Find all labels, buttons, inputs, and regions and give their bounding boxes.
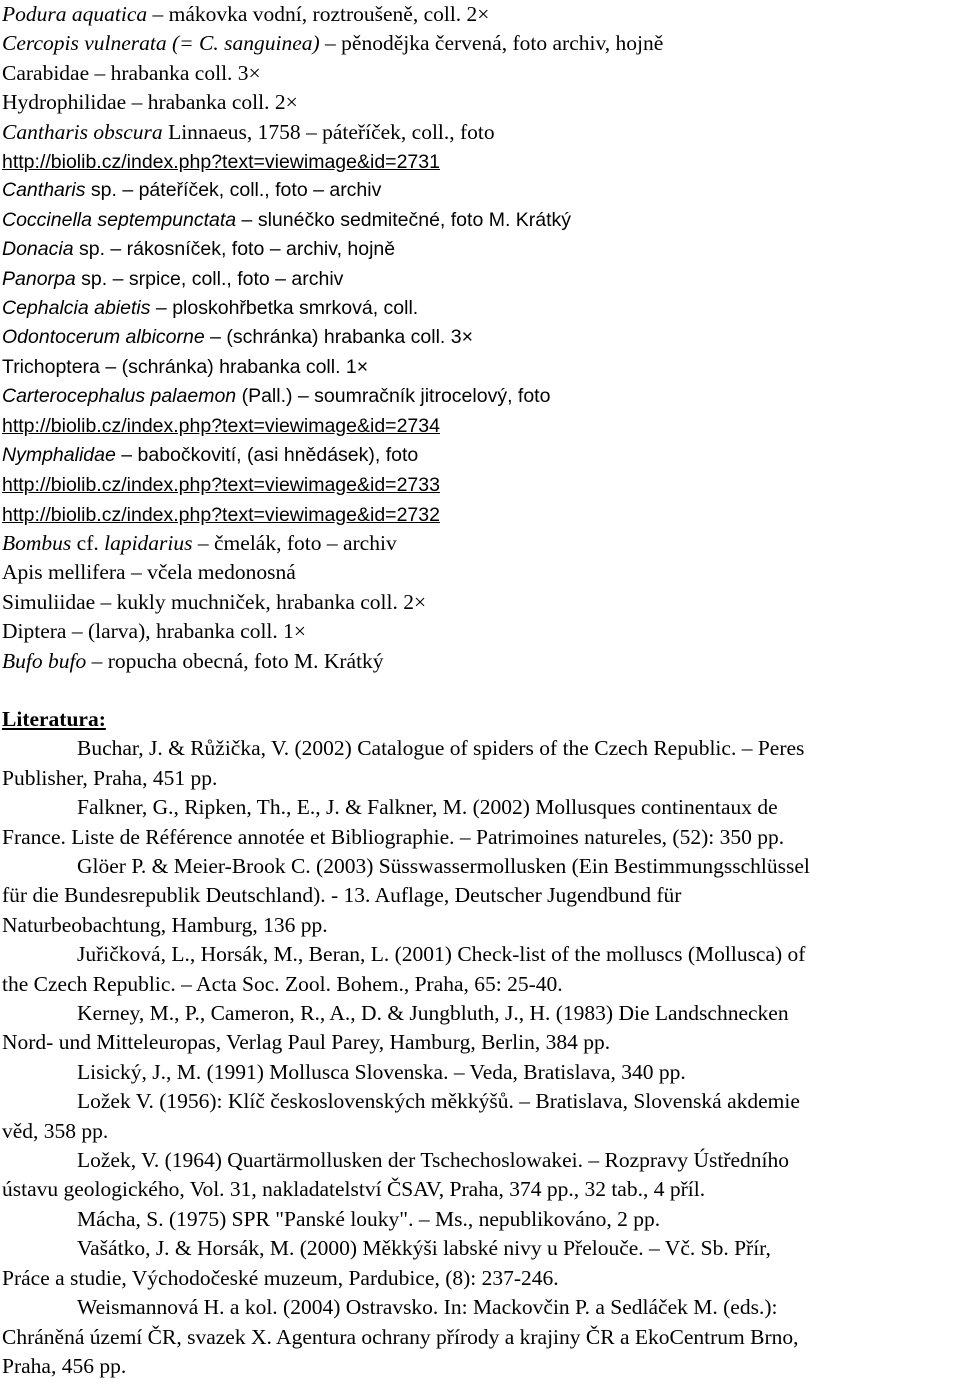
- species-line: Cercopis vulnerata (= C. sanguinea) – pěnodějka červená, foto archiv, hojně: [2, 31, 664, 56]
- biolib-link[interactable]: http://biolib.cz/index.php?text=viewimage&id=2734: [2, 415, 440, 438]
- species-line: Diptera – (larva), hrabanka coll. 1×: [2, 619, 307, 644]
- species-line: Cephalcia abietis – ploskohřbetka smrková, coll.: [2, 296, 419, 319]
- species-list: [2, 0, 958, 676]
- reference-entry: Lisický, J., M. (1991) Mollusca Slovenska. – Veda, Bratislava, 340 pp.: [77, 1059, 686, 1084]
- species-line: Donacia sp. – rákosníček, foto – archiv, hojně: [2, 238, 396, 261]
- biolib-link[interactable]: http://biolib.cz/index.php?text=viewimage&id=2732: [2, 503, 440, 526]
- reference-entry: Weismannová H. a kol. (2004) Ostravsko. In: Mackovčin P. a Sedláček M. (eds.): Chráněná území ČR, svazek X. Agentura ochrany přírody a krajiny ČR a EkoCentrum Brno, Praha, 456 pp.: [2, 1295, 799, 1378]
- reference-entry: Falkner, G., Ripken, Th., E., J. & Falkner, M. (2002) Mollusques continentaux de France. Liste de Référence annotée et Bibliographie. – Patrimoines natureles, (52): 350 pp.: [2, 795, 785, 849]
- species-line: Simuliidae – kukly muchniček, hrabanka coll. 2×: [2, 589, 427, 614]
- biolib-link[interactable]: http://biolib.cz/index.php?text=viewimage&id=2731: [2, 150, 440, 173]
- species-line: Trichoptera – (schránka) hrabanka coll. 1×: [2, 355, 369, 378]
- reference-entry: Juřičková, L., Horsák, M., Beran, L. (2001) Check-list of the molluscs (Mollusca) of the Czech Republic. – Acta Soc. Zool. Bohem., Praha, 65: 25-40.: [2, 942, 806, 996]
- reference-entry: Mácha, S. (1975) SPR "Panské louky". – Ms., nepublikováno, 2 pp.: [77, 1206, 661, 1231]
- species-line: Coccinella septempunctata – slunéčko sedmitečné, foto M. Krátký: [2, 208, 572, 231]
- biolib-link[interactable]: http://biolib.cz/index.php?text=viewimage&id=2733: [2, 474, 440, 497]
- species-line: Cantharis sp. – páteříček, coll., foto – archiv: [2, 179, 382, 202]
- literature-heading: Literatura:: [2, 706, 106, 731]
- species-line: Odontocerum albicorne – (schránka) hrabanka coll. 3×: [2, 326, 473, 349]
- reference-entry: Buchar, J. & Růžička, V. (2002) Catalogue of spiders of the Czech Republic. – Peres Publisher, Praha, 451 pp.: [2, 736, 805, 790]
- species-line: Carabidae – hrabanka coll. 3×: [2, 60, 261, 85]
- species-line: Podura aquatica – mákovka vodní, roztroušeně, coll. 2×: [2, 2, 490, 26]
- reference-entry: Ložek, V. (1964) Quartärmollusken der Tschechoslowakei. – Rozpravy Ústředního ústavu geologického, Vol. 31, nakladatelství ČSAV, Praha, 374 pp., 32 tab., 4 příl.: [2, 1148, 790, 1202]
- literature-list: [2, 734, 958, 1381]
- species-line: Bufo bufo – ropucha obecná, foto M. Krátký: [2, 648, 384, 673]
- species-line: Panorpa sp. – srpice, coll., foto – archiv: [2, 267, 344, 290]
- species-line: Hydrophilidae – hrabanka coll. 2×: [2, 90, 298, 115]
- reference-entry: Vašátko, J. & Horsák, M. (2000) Měkkýši labské nivy u Přelouče. – Vč. Sb. Přír, Práce a studie, Východočeské muzeum, Pardubice, (8): 237-246.: [2, 1236, 771, 1290]
- species-line: Cantharis obscura Linnaeus, 1758 – páteříček, coll., foto: [2, 119, 495, 144]
- reference-entry: Glöer P. & Meier-Brook C. (2003) Süsswassermollusken (Ein Bestimmungsschlüssel für die Bundesrepublik Deutschland). - 13. Auflage, Deutscher Jugendbund für Naturbeobachtung, Hamburg, 136 pp.: [2, 854, 810, 937]
- reference-entry: Ložek V. (1956): Klíč československých měkkýšů. – Bratislava, Slovenská akdemie věd, 358 pp.: [2, 1089, 800, 1143]
- species-line: Nymphalidae – babočkovití, (asi hnědásek), foto: [2, 443, 419, 466]
- species-line: Bombus cf. lapidarius – čmelák, foto – archiv: [2, 531, 397, 556]
- reference-entry: Kerney, M., P., Cameron, R., A., D. & Jungbluth, J., H. (1983) Die Landschnecken Nord- und Mitteleuropas, Verlag Paul Parey, Hamburg, Berlin, 384 pp.: [2, 1001, 789, 1055]
- species-line: Apis mellifera – včela medonosná: [2, 560, 296, 585]
- document-page: [2, 0, 958, 1381]
- species-line: Carterocephalus palaemon (Pall.) – soumračník jitrocelový, foto: [2, 385, 551, 408]
